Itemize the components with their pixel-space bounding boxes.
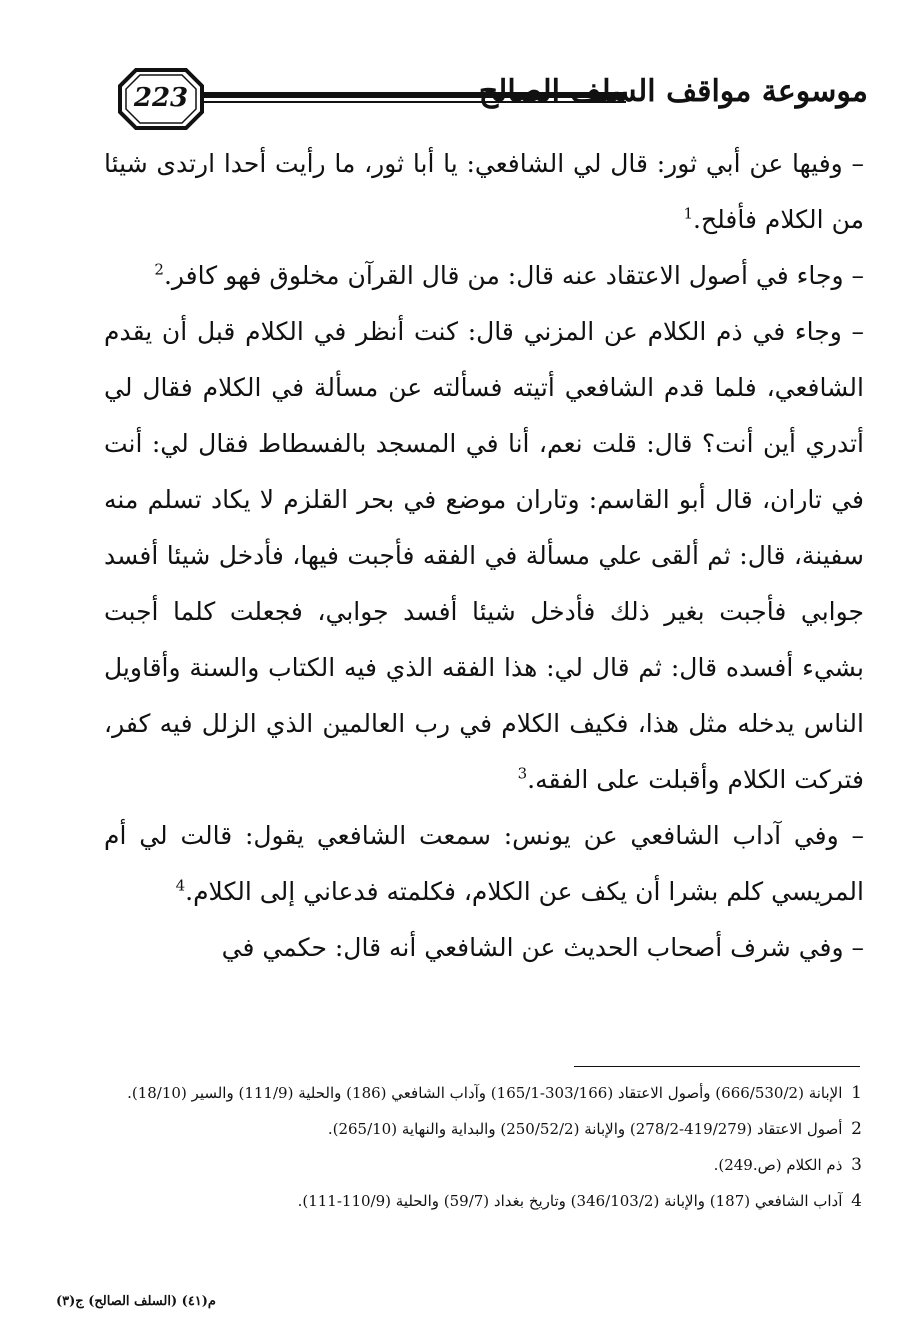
footnote-ref: 2 xyxy=(154,260,164,279)
paragraph: – وفيها عن أبي ثور: قال لي الشافعي: يا أبا ثور، ما رأيت أحدا ارتدى شيئا من الكلام فأفلح.$^1$ xyxy=(104,149,864,234)
page-number: 223 xyxy=(133,83,189,113)
footnote: 3 ذم الكلام (ص.249). xyxy=(713,1155,862,1175)
page-header xyxy=(108,64,868,134)
paragraph: – وفي شرف أصحاب الحديث عن الشافعي أنه قال: حكمي في xyxy=(221,933,864,962)
footnote-number: 3 xyxy=(851,1155,862,1175)
footnote-separator xyxy=(574,1066,860,1067)
footnote-ref: 1 xyxy=(683,204,694,223)
footnote-ref: 3 xyxy=(517,764,528,783)
footnote-number: 1 xyxy=(851,1083,862,1103)
footnote: 1 الإبانة (666/530/2) وأصول الاعتقاد (303/166-165/1) وآداب الشافعي (186) والحلية (111/9) والسير (18/10). xyxy=(127,1083,862,1103)
footnotes xyxy=(106,1078,862,1222)
paragraph: – وجاء في أصول الاعتقاد عنه قال: من قال القرآن مخلوق فهو كافر.$^2$ xyxy=(154,260,864,290)
footnote-number: 2 xyxy=(851,1119,862,1139)
footnote: 2 أصول الاعتقاد (419/279-278/2) والإبانة (250/52/2) والبداية والنهاية (265/10). xyxy=(327,1119,862,1139)
main-text xyxy=(104,136,864,976)
paragraph: – وفي آداب الشافعي عن يونس: سمعت الشافعي يقول: قالت لي أم المريسي كلم بشرا أن يكف عن الكلام، فكلمته فدعاني إلى الكلام.$^4$ xyxy=(104,821,864,906)
series-title: موسوعة مواقف السلف الصالح xyxy=(478,74,868,109)
footnote-ref: 4 xyxy=(175,876,186,895)
printer-signature: م(٤١) (السلف الصالح) ج(٣) xyxy=(56,1294,216,1309)
paragraph: – وجاء في ذم الكلام عن المزني قال: كنت أنظر في الكلام قبل أن يقدم الشافعي، فلما قدم الشافعي أتيته فسألته عن مسألة في الكلام فقال لي أتدري أين أنت؟ قال: قلت نعم، أنا في المسجد بالفسطاط فقال لي: أنت في تاران، قال أبو القاسم: وتاران موضع في بحر القلزم لا يكاد تسلم منه سفينة، قال: ثم ألقى علي مسألة في الفقه فأجبت فيها، فأدخل شيئا أفسد جوابي فأجبت بغير ذلك فأدخل شيئا أفسد جوابي، فجعلت كلما أجبت بشيء أفسده قال: ثم قال لي: هذا الفقه الذي فيه الكتاب والسنة وأقاويل الناس يدخله مثل هذا، فكيف الكلام في رب العالمين الذي الزلل فيه كفر، فتركت الكلام وأقبلت على الفقه.$^3$ xyxy=(104,317,864,794)
footnote: 4 آداب الشافعي (187) والإبانة (346/103/2) وتاريخ بغداد (59/7) والحلية (110/9-111). xyxy=(297,1191,862,1211)
page-number-badge xyxy=(118,68,204,130)
footnote-number: 4 xyxy=(851,1191,862,1211)
